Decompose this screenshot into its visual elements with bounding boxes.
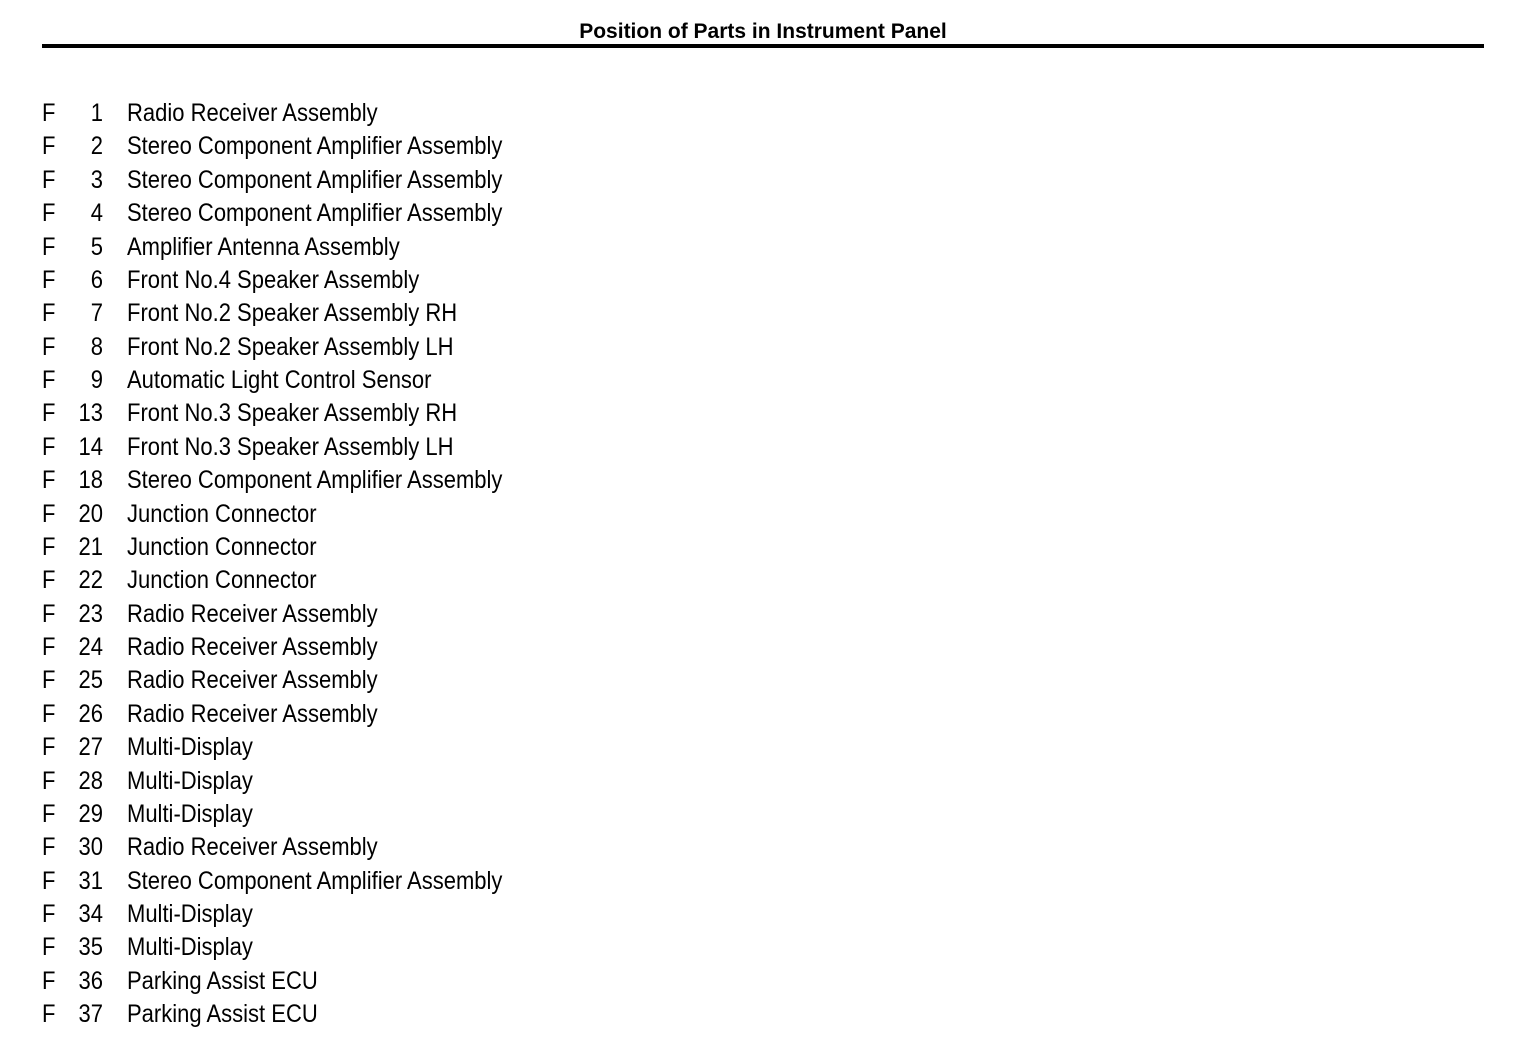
list-item <box>0 431 1520 464</box>
part-connector-prefix: F <box>42 733 56 762</box>
part-connector-number: 14 <box>78 432 103 461</box>
list-item <box>0 331 1520 364</box>
list-item <box>0 965 1520 998</box>
part-name: Radio Receiver Assembly <box>127 666 378 695</box>
part-name: Stereo Component Amplifier Assembly <box>127 199 503 228</box>
list-item <box>0 130 1520 163</box>
part-connector-number: 5 <box>90 232 103 261</box>
list-item <box>0 631 1520 664</box>
part-connector-number: 23 <box>78 599 103 628</box>
part-connector-number: 7 <box>90 299 103 328</box>
part-connector-number: 4 <box>90 199 103 228</box>
part-connector-prefix: F <box>42 833 56 862</box>
part-connector-number: 37 <box>78 1000 103 1029</box>
list-item <box>0 531 1520 564</box>
part-name: Junction Connector <box>127 499 317 528</box>
part-connector-prefix: F <box>42 566 56 595</box>
part-name: Automatic Light Control Sensor <box>127 366 432 394</box>
part-connector-number: 22 <box>78 566 103 595</box>
part-connector-prefix: F <box>42 532 56 561</box>
part-connector-prefix: F <box>42 132 56 161</box>
part-connector-number: 2 <box>90 132 103 161</box>
part-connector-prefix: F <box>42 799 56 828</box>
part-name: Junction Connector <box>127 532 317 561</box>
part-connector-number: 13 <box>78 399 103 428</box>
part-connector-prefix: F <box>42 966 56 995</box>
part-connector-number: 28 <box>78 766 103 795</box>
part-name: Radio Receiver Assembly <box>127 633 378 661</box>
list-item <box>0 297 1520 330</box>
list-item <box>0 97 1520 130</box>
part-connector-prefix: F <box>42 1000 56 1029</box>
list-item <box>0 698 1520 731</box>
part-name: Multi-Display <box>127 766 253 795</box>
list-item <box>0 498 1520 531</box>
part-name: Radio Receiver Assembly <box>127 833 378 862</box>
part-connector-prefix: F <box>42 699 56 728</box>
part-connector-number: 31 <box>78 866 103 895</box>
part-name: Radio Receiver Assembly <box>127 699 378 728</box>
part-name: Front No.2 Speaker Assembly LH <box>127 332 454 361</box>
list-item <box>0 931 1520 964</box>
part-connector-number: 20 <box>78 499 103 528</box>
part-connector-prefix: F <box>42 466 56 495</box>
part-name: Multi-Display <box>127 733 253 762</box>
list-item <box>0 397 1520 430</box>
list-item <box>0 197 1520 230</box>
part-connector-prefix: F <box>42 165 56 194</box>
part-name: Multi-Display <box>127 900 253 928</box>
part-name: Parking Assist ECU <box>127 1000 318 1029</box>
part-connector-number: 30 <box>78 833 103 862</box>
part-connector-prefix: F <box>42 332 56 361</box>
part-name: Amplifier Antenna Assembly <box>127 232 400 261</box>
part-connector-number: 6 <box>90 265 103 294</box>
list-item <box>0 731 1520 764</box>
part-connector-number: 34 <box>78 900 103 928</box>
list-item <box>0 464 1520 497</box>
part-name: Parking Assist ECU <box>127 966 318 995</box>
part-connector-prefix: F <box>42 432 56 461</box>
part-connector-prefix: F <box>42 933 56 962</box>
parts-list <box>0 97 1520 1032</box>
part-connector-prefix: F <box>42 599 56 628</box>
part-name: Radio Receiver Assembly <box>127 99 378 127</box>
part-connector-number: 18 <box>78 466 103 495</box>
list-item <box>0 865 1520 898</box>
part-connector-prefix: F <box>42 299 56 328</box>
part-connector-number: 1 <box>90 99 103 127</box>
list-item <box>0 998 1520 1031</box>
title-divider <box>42 44 1484 48</box>
part-connector-prefix: F <box>42 766 56 795</box>
part-name: Stereo Component Amplifier Assembly <box>127 165 503 194</box>
part-name: Multi-Display <box>127 799 253 828</box>
part-connector-prefix: F <box>42 866 56 895</box>
part-name: Multi-Display <box>127 933 253 962</box>
part-connector-prefix: F <box>42 399 56 428</box>
part-name: Stereo Component Amplifier Assembly <box>127 466 503 495</box>
part-connector-prefix: F <box>42 633 56 661</box>
part-connector-number: 9 <box>90 366 103 394</box>
part-name: Radio Receiver Assembly <box>127 599 378 628</box>
part-connector-number: 35 <box>78 933 103 962</box>
part-name: Front No.2 Speaker Assembly RH <box>127 299 458 328</box>
part-name: Stereo Component Amplifier Assembly <box>127 866 503 895</box>
part-connector-number: 8 <box>90 332 103 361</box>
part-connector-prefix: F <box>42 99 56 127</box>
list-item <box>0 164 1520 197</box>
list-item <box>0 231 1520 264</box>
part-connector-number: 24 <box>78 633 103 661</box>
part-connector-number: 26 <box>78 699 103 728</box>
list-item <box>0 364 1520 397</box>
part-connector-number: 29 <box>78 799 103 828</box>
part-connector-prefix: F <box>42 366 56 394</box>
list-item <box>0 598 1520 631</box>
list-item <box>0 564 1520 597</box>
part-connector-prefix: F <box>42 900 56 928</box>
part-connector-prefix: F <box>42 232 56 261</box>
part-connector-prefix: F <box>42 666 56 695</box>
list-item <box>0 264 1520 297</box>
part-name: Front No.3 Speaker Assembly RH <box>127 399 458 428</box>
part-name: Junction Connector <box>127 566 317 595</box>
list-item <box>0 798 1520 831</box>
part-connector-number: 36 <box>78 966 103 995</box>
part-connector-number: 27 <box>78 733 103 762</box>
part-connector-prefix: F <box>42 499 56 528</box>
part-name: Stereo Component Amplifier Assembly <box>127 132 503 161</box>
list-item <box>0 765 1520 798</box>
part-connector-number: 21 <box>78 532 103 561</box>
list-item <box>0 664 1520 697</box>
part-name: Front No.4 Speaker Assembly <box>127 265 420 294</box>
part-name: Front No.3 Speaker Assembly LH <box>127 432 454 461</box>
list-item <box>0 898 1520 931</box>
part-connector-number: 25 <box>78 666 103 695</box>
part-connector-prefix: F <box>42 265 56 294</box>
part-connector-prefix: F <box>42 199 56 228</box>
page-title: Position of Parts in Instrument Panel <box>579 20 947 43</box>
part-connector-number: 3 <box>90 165 103 194</box>
list-item <box>0 831 1520 864</box>
